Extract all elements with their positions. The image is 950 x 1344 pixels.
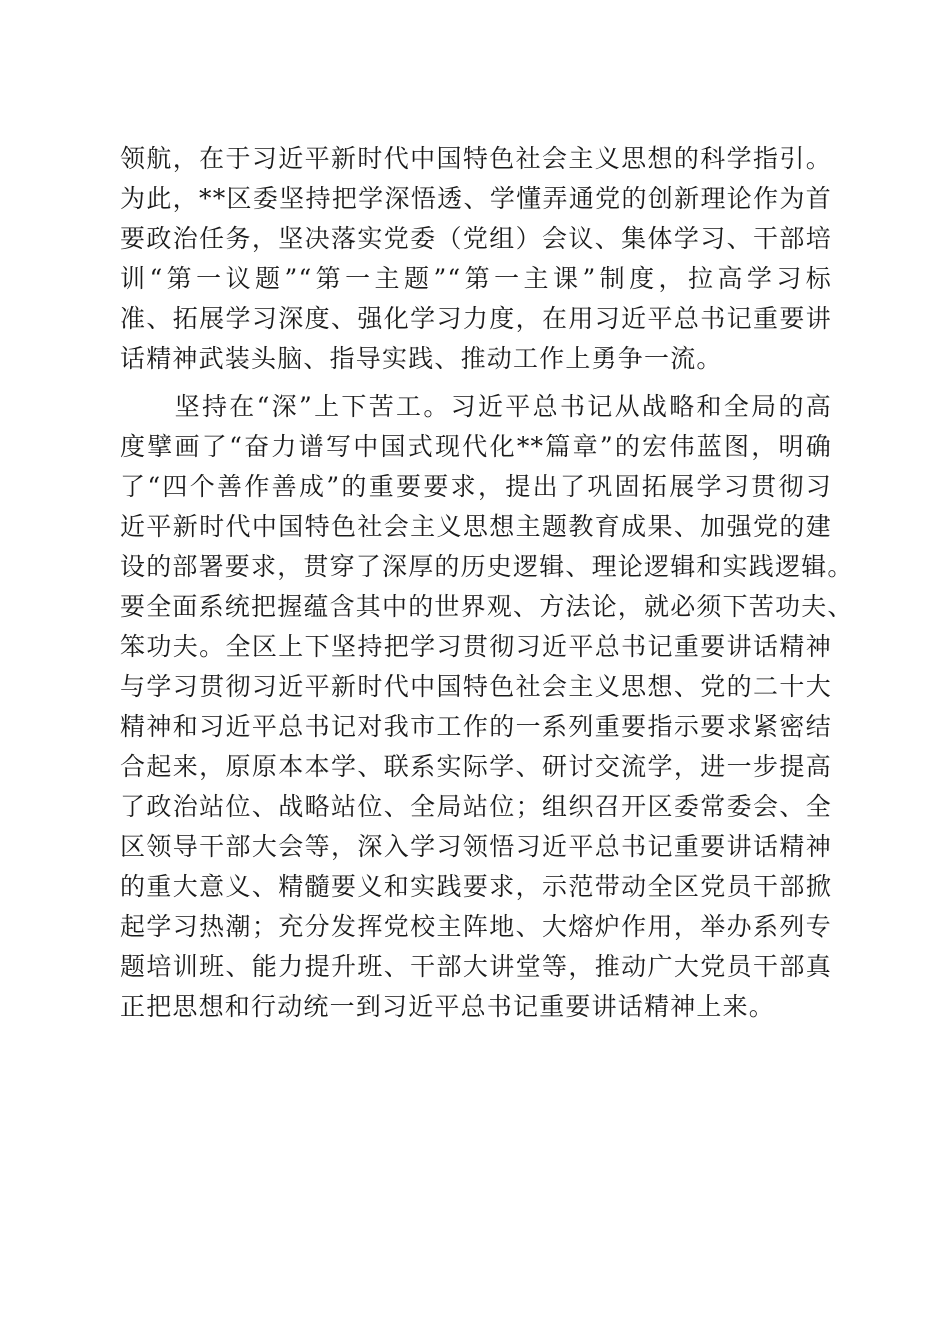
paragraph-2-line-13: 的重大意义、精髓要义和实践要求，示范带动全区党员干部掀 [120, 872, 832, 901]
paragraph-2-line-14: 起学习热潮；充分发挥党校主阵地、大熔炉作用，举办系列专 [120, 912, 832, 941]
paragraph-2-line-8: 与学习贯彻习近平新时代中国特色社会主义思想、党的二十大 [120, 672, 832, 701]
paragraph-2-line-16: 正把思想和行动统一到习近平总书记重要讲话精神上来。 [120, 992, 776, 1021]
paragraph-2-line-10: 合起来，原原本本学、联系实际学、研讨交流学，进一步提高 [120, 752, 832, 781]
paragraph-1-line-5: 准、拓展学习深度、强化学习力度，在用习近平总书记重要讲 [120, 304, 832, 333]
paragraph-2-line-4: 近平新时代中国特色社会主义思想主题教育成果、加强党的建 [120, 512, 832, 541]
paragraph-2-line-1: 坚持在“深”上下苦工。习近平总书记从战略和全局的高 [120, 392, 832, 421]
paragraph-2-line-15: 题培训班、能力提升班、干部大讲堂等，推动广大党员干部真 [120, 952, 832, 981]
paragraph-1-line-1: 领航，在于习近平新时代中国特色社会主义思想的科学指引。 [120, 144, 832, 173]
paragraph-2-line-6: 要全面系统把握蕴含其中的世界观、方法论，就必须下苦功夫、 [120, 592, 854, 621]
paragraph-2-line-2: 度擘画了“奋力谱写中国式现代化**篇章”的宏伟蓝图，明确 [120, 432, 832, 461]
paragraph-1-line-2: 为此，**区委坚持把学深悟透、学懂弄通党的创新理论作为首 [120, 184, 832, 213]
paragraph-1-line-4: 训“第一议题”“第一主题”“第一主课”制度，拉高学习标 [120, 264, 832, 293]
paragraph-2-line-5: 设的部署要求，贯穿了深厚的历史逻辑、理论逻辑和实践逻辑。 [120, 552, 854, 581]
body-text [120, 139, 854, 1027]
paragraph-2-line-7: 笨功夫。全区上下坚持把学习贯彻习近平总书记重要讲话精神 [120, 632, 832, 661]
paragraph-2-line-12: 区领导干部大会等，深入学习领悟习近平总书记重要讲话精神 [120, 832, 832, 861]
paragraph-1-line-6: 话精神武装头脑、指导实践、推动工作上勇争一流。 [120, 344, 723, 373]
paragraph-gap [120, 379, 832, 387]
paragraph-2-line-3: 了“四个善作善成”的重要要求，提出了巩固拓展学习贯彻习 [120, 472, 832, 501]
paragraph-2-line-9: 精神和习近平总书记对我市工作的一系列重要指示要求紧密结 [120, 712, 832, 741]
paragraph-2-line-11: 了政治站位、战略站位、全局站位；组织召开区委常委会、全 [120, 792, 832, 821]
paragraph-1-line-3: 要政治任务，坚决落实党委（党组）会议、集体学习、干部培 [120, 224, 832, 253]
